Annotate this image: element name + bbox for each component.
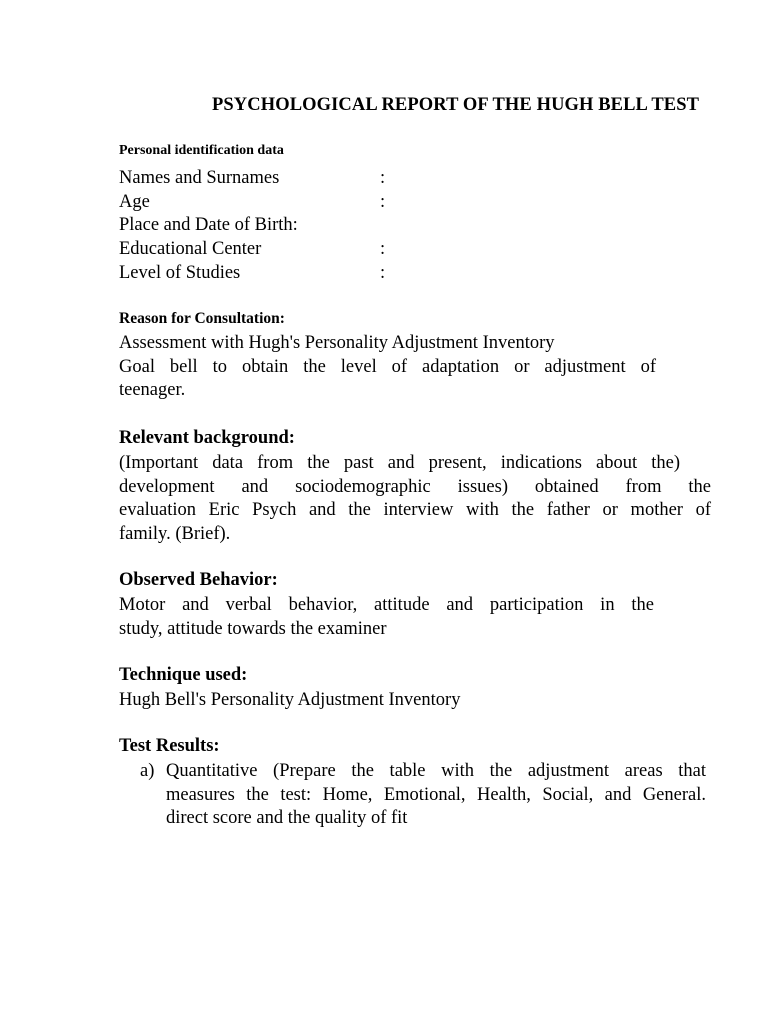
behavior-text xyxy=(119,594,654,641)
report-title: PSYCHOLOGICAL REPORT OF THE HUGH BELL TEST xyxy=(212,95,700,115)
field-names-surnames xyxy=(119,166,419,190)
result-line: direct score and the quality of fit xyxy=(166,808,408,829)
technique-heading: Technique used: xyxy=(119,665,248,685)
field-colon: : xyxy=(380,263,386,283)
results-heading: Test Results: xyxy=(119,736,220,756)
background-line: (Important data from the past and present, indications about the) xyxy=(119,453,680,473)
behavior-heading: Observed Behavior: xyxy=(119,570,278,590)
field-label: Age xyxy=(119,192,150,212)
technique-line: Hugh Bell's Personality Adjustment Inventory xyxy=(119,690,461,710)
background-line: family. (Brief). xyxy=(119,524,231,545)
field-colon: : xyxy=(380,168,386,188)
field-colon: : xyxy=(380,192,386,212)
reason-line: teenager. xyxy=(119,380,186,401)
field-place-date-birth xyxy=(119,213,419,237)
field-label: Level of Studies xyxy=(119,263,241,283)
personal-data-heading: Personal identification data xyxy=(119,143,284,158)
field-label: Place and Date of Birth: xyxy=(119,215,298,235)
reason-heading: Reason for Consultation: xyxy=(119,310,285,327)
field-educational-center xyxy=(119,237,419,261)
list-marker: a) xyxy=(140,761,155,781)
background-line: development and sociodemographic issues) obtained from the xyxy=(119,476,711,497)
field-label: Educational Center xyxy=(119,239,262,259)
reason-text xyxy=(119,332,656,403)
result-line: Quantitative (Prepare the table with the adjustment areas that xyxy=(166,761,706,781)
list-item-text xyxy=(166,760,706,831)
technique-text xyxy=(119,689,679,713)
field-label: Names and Surnames xyxy=(119,168,280,188)
background-line: evaluation Eric Psych and the interview with the father or mother of xyxy=(119,500,711,521)
field-colon: : xyxy=(380,239,386,259)
field-age xyxy=(119,190,419,214)
field-level-of-studies xyxy=(119,261,419,285)
result-line: measures the test: Home, Emotional, Health, Social, and General. xyxy=(166,784,706,805)
reason-line: Goal bell to obtain the level of adaptation or adjustment of xyxy=(119,356,656,377)
behavior-line: study, attitude towards the examiner xyxy=(119,618,387,639)
reason-line: Assessment with Hugh's Personality Adjustment Inventory xyxy=(119,333,555,353)
background-text xyxy=(119,452,711,547)
behavior-line: Motor and verbal behavior, attitude and participation in the xyxy=(119,595,654,615)
background-heading: Relevant background: xyxy=(119,428,295,448)
